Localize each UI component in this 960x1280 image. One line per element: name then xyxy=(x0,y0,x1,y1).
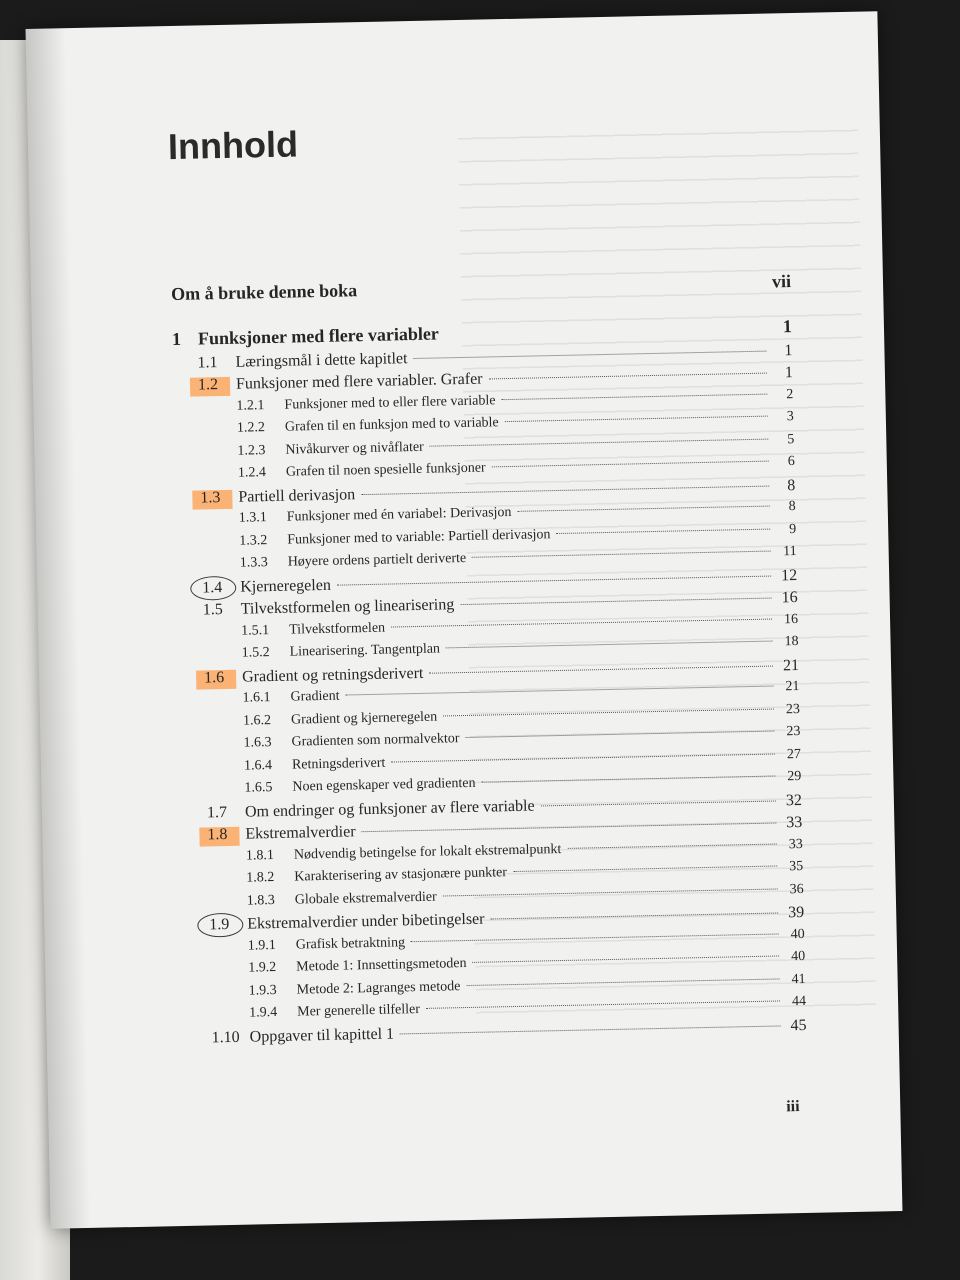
toc-entry-number-text: 1.5.1 xyxy=(241,622,270,639)
toc-entry-number-text: 1.2 xyxy=(197,376,219,394)
toc-entry-number-text: 1.6 xyxy=(203,668,225,686)
toc-entry-page: 39 xyxy=(788,903,805,922)
toc-entry-number-text: 1.2.4 xyxy=(237,465,267,481)
toc-entry-number-text: 1.6.3 xyxy=(243,735,272,751)
toc-entry-number xyxy=(247,892,295,909)
toc-entry-number-text: 1 xyxy=(171,328,182,349)
toc-entry-number-text: 1.8.1 xyxy=(245,847,275,864)
leader-dots xyxy=(411,933,779,942)
toc-entry-number xyxy=(237,442,285,459)
toc-entry-number xyxy=(244,757,292,774)
toc-entry-number xyxy=(202,578,240,597)
leader-dots xyxy=(429,665,773,673)
toc-entry-number xyxy=(248,937,296,954)
toc-entry-page: 33 xyxy=(786,813,803,832)
toc-entry-page: 27 xyxy=(786,746,802,762)
toc-entry-number-text: 1.2.1 xyxy=(236,397,265,414)
toc-entry-number-text: 1.8 xyxy=(207,826,228,844)
toc-entry-page: 11 xyxy=(783,544,797,560)
toc-entry-label: Gradient og retningsderivert xyxy=(241,664,424,686)
toc-entry-label: Metode 1: Innsettingsmetoden xyxy=(296,956,467,975)
leader-dots xyxy=(466,978,779,986)
toc-entry-number-text: 1.10 xyxy=(211,1028,240,1046)
toc-entry-number-text: 1.3.2 xyxy=(239,532,268,549)
toc-entry-page: 9 xyxy=(789,521,797,537)
toc-entry-number-text: 1.5.2 xyxy=(241,645,270,661)
leader-dots xyxy=(430,438,769,446)
leader-dots xyxy=(472,551,771,558)
toc-entry-number xyxy=(239,532,287,549)
toc-entry-number xyxy=(241,622,289,639)
toc-entry-label: Om endringer og funksjoner av flere variable xyxy=(244,797,535,821)
toc-entry-number-text: 1.2.3 xyxy=(237,442,266,459)
leader-dots xyxy=(460,598,771,606)
leader-dots xyxy=(517,506,769,512)
toc-entry-page: 35 xyxy=(789,858,804,875)
leader-dots xyxy=(346,686,774,696)
toc-entry-page: 23 xyxy=(786,723,801,740)
toc-entry-number xyxy=(212,1028,250,1047)
toc-entry-label: Gradienten som normalvektor xyxy=(291,731,460,750)
toc-entry-number-text: 1.3 xyxy=(200,488,221,506)
leader-dots xyxy=(505,416,768,423)
toc-entry-number xyxy=(246,847,294,864)
toc-entry-number-text: 1.9 xyxy=(209,915,230,934)
leader-dots xyxy=(465,731,774,738)
leader-dots xyxy=(337,575,771,585)
toc-entry-number xyxy=(241,645,289,662)
leader-dots xyxy=(443,888,778,896)
toc-entry-page: 16 xyxy=(781,589,798,607)
leader-dots xyxy=(391,753,775,762)
toc-entry-number xyxy=(243,735,291,752)
toc-entry-page: 8 xyxy=(787,476,796,494)
leader-dots xyxy=(363,284,765,292)
page-number: iii xyxy=(786,1098,800,1116)
toc-entry-label: Nivåkurver og nivåflater xyxy=(285,439,424,458)
toc-entry-label: Linearisering. Tangentplan xyxy=(289,641,441,660)
leader-dots xyxy=(413,350,766,358)
toc-entry-label: Funksjoner med flere variabler. Grafer xyxy=(235,370,483,393)
leader-dots xyxy=(361,485,769,495)
book-page xyxy=(26,11,903,1229)
toc-entry-label: Læringsmål i dette kapitlet xyxy=(235,349,408,371)
toc-entry-number xyxy=(240,555,288,572)
toc-entry-number-text: 1.9.1 xyxy=(247,937,276,954)
toc-entry-number-text: 1.4 xyxy=(202,578,223,596)
leader-dots xyxy=(513,865,777,872)
toc-entry-label: Gradient og kjerneregelen xyxy=(290,709,438,728)
toc-entry-page: 41 xyxy=(791,971,806,987)
toc-entry-label: Oppgaver til kapittel 1 xyxy=(249,1025,395,1046)
toc-entry-number xyxy=(200,488,238,507)
leader-dots xyxy=(501,393,767,400)
toc-entry-number xyxy=(209,916,247,935)
toc-entry-number xyxy=(207,826,245,845)
toc-entry-page: 40 xyxy=(790,926,805,942)
toc-entry-number xyxy=(246,870,294,887)
toc-entry-number-text: 1.5 xyxy=(202,601,223,619)
toc-entry-label: Mer generelle tilfeller xyxy=(297,1002,421,1020)
toc-entry-number-text: 1.9.4 xyxy=(249,1005,278,1021)
leader-dots xyxy=(481,776,775,783)
toc-entry-number-text: 1.9.2 xyxy=(248,960,277,976)
toc-entry-number-text: 1.8.3 xyxy=(246,892,275,909)
toc-entry-number-text: 1.9.3 xyxy=(248,982,277,999)
toc-entry-label: Globale ekstremalverdier xyxy=(294,889,437,908)
toc-entry-label: Metode 2: Lagranges metode xyxy=(296,978,461,998)
toc-entry-label: Ekstremalverdier xyxy=(245,823,356,843)
toc-entry-number xyxy=(244,780,292,797)
toc-entry-number xyxy=(207,803,245,822)
toc-entry-label: Retningsderivert xyxy=(291,755,386,773)
table-of-contents xyxy=(171,271,807,1052)
leader-dots xyxy=(556,528,770,533)
toc-entry-number-text: 1.7 xyxy=(206,803,228,821)
toc-entry-label: Noen egenskaper ved gradienten xyxy=(292,775,476,795)
toc-entry-page: 44 xyxy=(791,993,807,1010)
toc-entry-page: 21 xyxy=(785,678,800,695)
toc-entry-page: 29 xyxy=(787,768,802,785)
toc-entry-number xyxy=(239,510,287,527)
toc-entry-label: Nødvendig betingelse for lokalt ekstremalpunkt xyxy=(293,841,562,863)
leader-dots xyxy=(426,1000,780,1008)
toc-entry-number xyxy=(249,1005,297,1022)
toc-entry-label: Grafen til noen spesielle funksjoner xyxy=(285,460,486,480)
toc-entry-number-text: 1.6.2 xyxy=(242,712,272,729)
toc-entry-page: 33 xyxy=(788,836,803,852)
toc-entry-number xyxy=(198,376,236,395)
toc-entry-label: Funksjoner med to eller flere variable xyxy=(284,392,496,413)
toc-entry-number xyxy=(248,960,296,977)
toc-entry-page: 1 xyxy=(784,364,794,382)
toc-entry-label: Høyere ordens partielt deriverte xyxy=(287,550,467,570)
toc-entry-page: 12 xyxy=(780,566,798,584)
toc-entry-page: 16 xyxy=(783,611,799,627)
toc-entry-page: 36 xyxy=(789,881,804,897)
page-title: Innhold xyxy=(167,123,299,168)
leader-dots xyxy=(472,955,779,962)
toc-entry-number xyxy=(236,397,284,414)
leader-dots xyxy=(400,1025,781,1034)
toc-entry-page: 40 xyxy=(790,948,806,965)
toc-entry-number-text: 1.1 xyxy=(197,353,218,372)
leader-dots xyxy=(567,843,776,848)
toc-entry-page: 45 xyxy=(790,1016,807,1034)
toc-entry-number xyxy=(203,601,241,620)
toc-entry-label: Funksjoner med to variable: Partiell derivasjon xyxy=(287,526,551,548)
toc-entry-page: 32 xyxy=(785,791,803,809)
toc-entry-label: Funksjoner med én variabel: Derivasjon xyxy=(286,504,512,525)
toc-entry-label: Kjerneregelen xyxy=(240,576,332,596)
toc-entry-number xyxy=(242,690,290,707)
toc-entry-label: Funksjoner med flere variabler xyxy=(197,322,440,349)
leader-dots xyxy=(491,912,779,919)
toc-entry-page: 1 xyxy=(784,341,793,359)
toc-entry-number-text: 1.6.5 xyxy=(244,780,273,796)
leader-dots xyxy=(541,800,776,806)
toc-entry-page: 6 xyxy=(787,454,795,470)
leader-dots xyxy=(391,618,772,627)
toc-entry-label: Tilvekstformelen xyxy=(289,620,386,638)
toc-entry-label: Grafisk betraktning xyxy=(295,934,406,953)
toc-entry-number-text: 1.6.1 xyxy=(242,690,271,706)
toc-entry-page: 3 xyxy=(786,409,794,425)
toc-entry-number xyxy=(249,982,297,999)
toc-entry-number-text: 1.3.3 xyxy=(239,555,268,571)
toc-entry-page: 5 xyxy=(787,431,795,447)
leader-dots xyxy=(446,641,773,649)
leader-dots xyxy=(445,328,766,335)
toc-entry-label: Om å bruke denne boka xyxy=(170,280,358,305)
toc-entry-number xyxy=(197,353,235,372)
toc-entry-number xyxy=(204,668,242,687)
toc-entry-number xyxy=(238,465,286,482)
toc-entry-page: 1 xyxy=(782,315,793,336)
toc-entry-number-text: 1.2.2 xyxy=(236,420,266,436)
toc-entry-number-text: 1.3.1 xyxy=(238,510,267,526)
leader-dots xyxy=(443,708,774,716)
leader-dots xyxy=(362,823,777,833)
leader-dots xyxy=(492,461,769,468)
toc-entry-label: Partiell derivasjon xyxy=(238,485,356,506)
toc-entry-page: 18 xyxy=(784,634,799,650)
toc-entry-label: Gradient xyxy=(290,688,340,705)
leader-dots xyxy=(489,373,767,380)
toc-entry-page: 23 xyxy=(785,701,801,717)
toc-entry-number xyxy=(237,420,285,437)
toc-entry-label: Grafen til en funksjon med to variable xyxy=(284,415,499,435)
toc-entry-number xyxy=(172,328,198,350)
toc-entry-number-text: 1.6.4 xyxy=(243,757,273,774)
toc-entry-label: Karakterisering av stasjonære punkter xyxy=(294,865,508,885)
toc-entry-number-text: 1.8.2 xyxy=(246,870,275,886)
toc-entry-number xyxy=(243,712,291,729)
toc-entry-page: 2 xyxy=(786,386,794,402)
toc-entry-label: Ekstremalverdier under bibetingelser xyxy=(247,910,485,933)
toc-entry-page: vii xyxy=(771,271,792,292)
toc-entry-page: 8 xyxy=(788,499,796,515)
toc-entry-page: 21 xyxy=(782,656,800,674)
toc-entry-label: Tilvekstformelen og linearisering xyxy=(240,596,455,618)
